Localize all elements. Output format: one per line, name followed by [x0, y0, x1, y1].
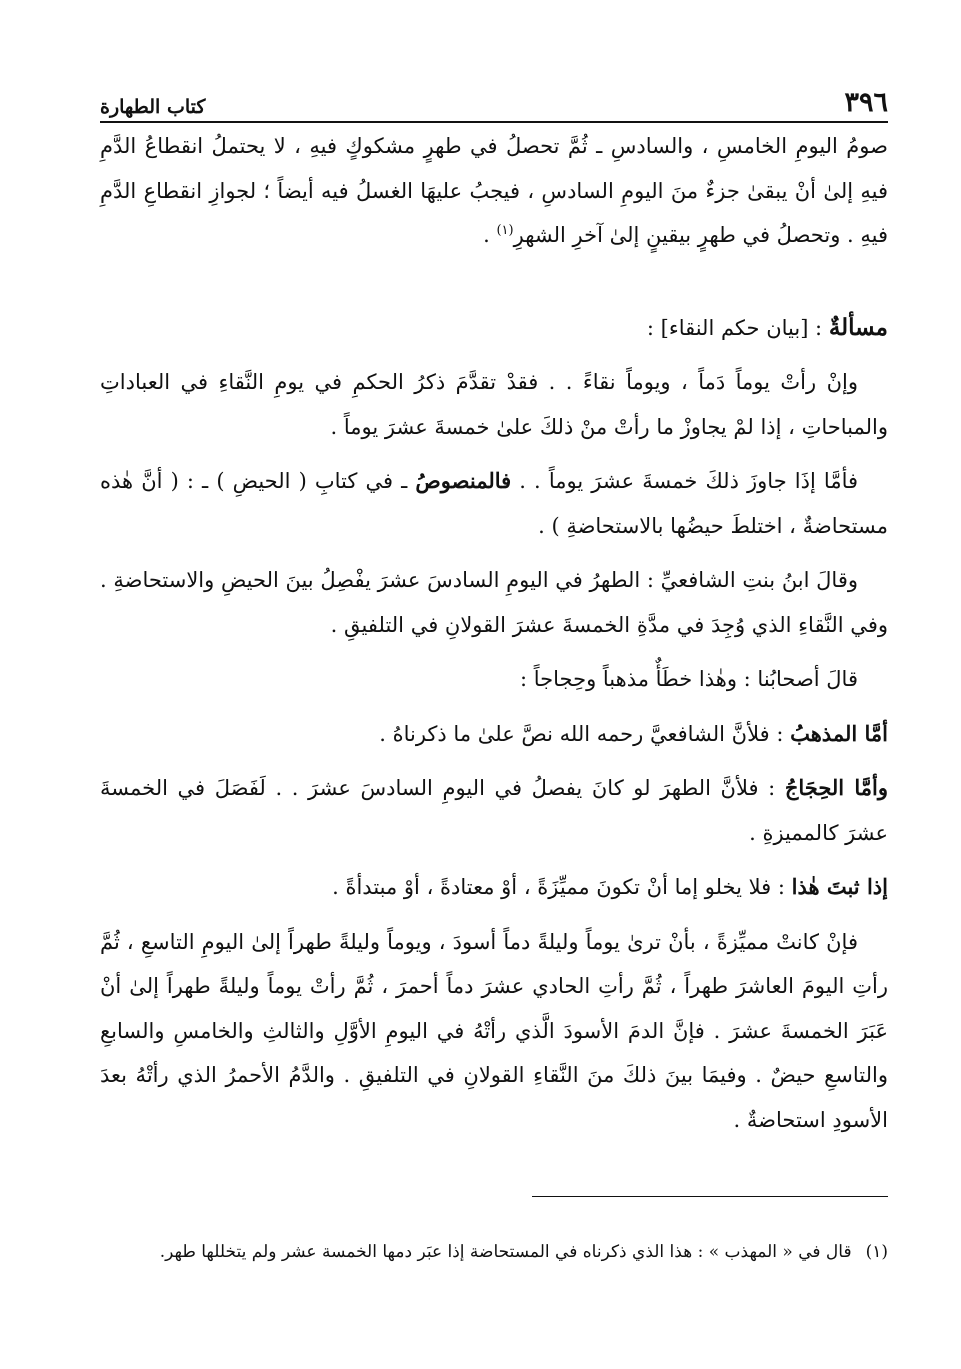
paragraph-1: صومُ اليومِ الخامسِ ، والسادسِ ـ ثُمَّ تحصلُ في طهرٍ مشكوكٍ فيهِ ، لا يحتملُ انقطاعُ الدَّمِ فيهِ إلىٰ أنْ يبقىٰ جزءٌ منَ اليومِ السادسِ ، فيجبُ عليهَا الغسلُ فيه أيضاً ؛ لجوازِ انقطاعِ الدَّمِ فيهِ . وتحصلُ في طهرٍ بيقينٍ إلىٰ آخرِ الشهرِ$^{(١)}$ .: [100, 134, 888, 247]
paragraph-6: أمَّا المذهبُ : فلأنَّ الشافعيَّ رحمه الله نصَّ علىٰ ما ذكرناهُ .: [379, 720, 888, 746]
madhhab-term: أمَّا المذهبُ: [790, 720, 888, 746]
paragraph-5: قالَ أصحابُنا : وهٰذا خطَأٌ مذهباً وحِجاجاً :: [520, 667, 858, 691]
hijaj-term: وأمَّا الحِجَاجُ: [784, 775, 889, 800]
page-number: ٣٩٦: [844, 87, 888, 118]
header-rule: [100, 121, 888, 123]
footnote-reference[interactable]: (١): [496, 223, 514, 238]
paragraph-3: فأمَّا إذَا جاوزَ ذلكَ خمسةَ عشرَ يوماً . . فالمنصوصُ ـ في كتابِ ( الحيضِ ) ـ : ( أنَّ هٰذه مستحاضةٌ ، اختلطَ حيضُها بالاستحاضةِ ) .: [100, 468, 888, 538]
masala-term: مسألةٌ: [828, 313, 888, 341]
thabata-term: إذا ثبتَ هٰذا: [791, 874, 888, 899]
page-header: [100, 78, 888, 118]
paragraph-8: إذا ثبتَ هٰذا : فلا يخلو إما أنْ تكونَ مميِّزَةً ، أوْ معتادةً ، أوْ مبتدأةً .: [332, 874, 888, 899]
footnote-text: قال في « المهذب » : هذا الذي ذكرناه في المستحاضة إذا عبَر دمها الخمسة عشر ولم يتخللها طهر.: [159, 1242, 852, 1262]
running-title: كتاب الطهارة: [100, 96, 206, 118]
paragraph-2: وإنْ رأتْ يوماً دَماً ، ويوماً نقاءً . . فقدْ تقدَّمَ ذكرُ الحكمِ في يومِ النَّقاءِ في العباداتِ والمباحاتِ ، إذا لمْ يجاوزْ ما رأتْ منْ ذلكَ علىٰ خمسةَ عشرَ يوماً .: [100, 370, 888, 439]
body-text: [100, 124, 888, 1142]
masala-heading: [100, 306, 888, 351]
footnote-marker: (١): [865, 1242, 888, 1262]
paragraph-4: وقالَ ابنُ بنتِ الشافعيِّ : الطهرُ في اليومِ السادسَ عشرَ يفْصِلُ بينَ الحيضِ والاستحاضةِ . وفي النَّقاءِ الذي وُجِدَ في مدَّةِ الخمسةَ عشرَ القولانِ في التلفيقِ .: [100, 568, 888, 637]
mansus-term: فالمنصوصُ: [415, 468, 512, 493]
footnote-rule: [532, 1196, 888, 1197]
paragraph-7: وأمَّا الحِجَاجُ : فلأنَّ الطهرَ لو كانَ يفصلُ في اليومِ السادسَ عشرَ . . لَفَصَلَ في الخمسةَ عشرَ كالمميزةِ .: [100, 775, 889, 845]
paragraph-9: فإنْ كانتْ مميِّزةً ، بأنْ ترىٰ يوماً وليلةً دماً أسودَ ، ويوماً وليلةً طهراً إلىٰ اليومِ التاسعِ ، ثُمَّ رأتِ اليومَ العاشرَ طهراً ، ثُمَّ رأتِ الحادي عشرَ دماً أحمرَ ، ثُمَّ رأتْ يوماً وليلةً طهراً إلىٰ أنْ عَبَرَ الخمسةَ عشرَ . فإنَّ الدمَ الأسودَ الَّذي رأتْهُ في اليومِ الأوَّلِ والثالثِ والخامسِ والسابعِ والتاسعِ حيضٌ . وفيمَا بينَ ذلكَ منَ النَّقاءِ القولانِ في التلفيقِ . والدَّمُ الأحمرُ الذي رأتْهُ بعدَ الأسودِ استحاضةٌ .: [100, 929, 888, 1132]
masala-title: : [بيان حكم النقاء] :: [646, 315, 829, 340]
footnote: [100, 1236, 888, 1268]
